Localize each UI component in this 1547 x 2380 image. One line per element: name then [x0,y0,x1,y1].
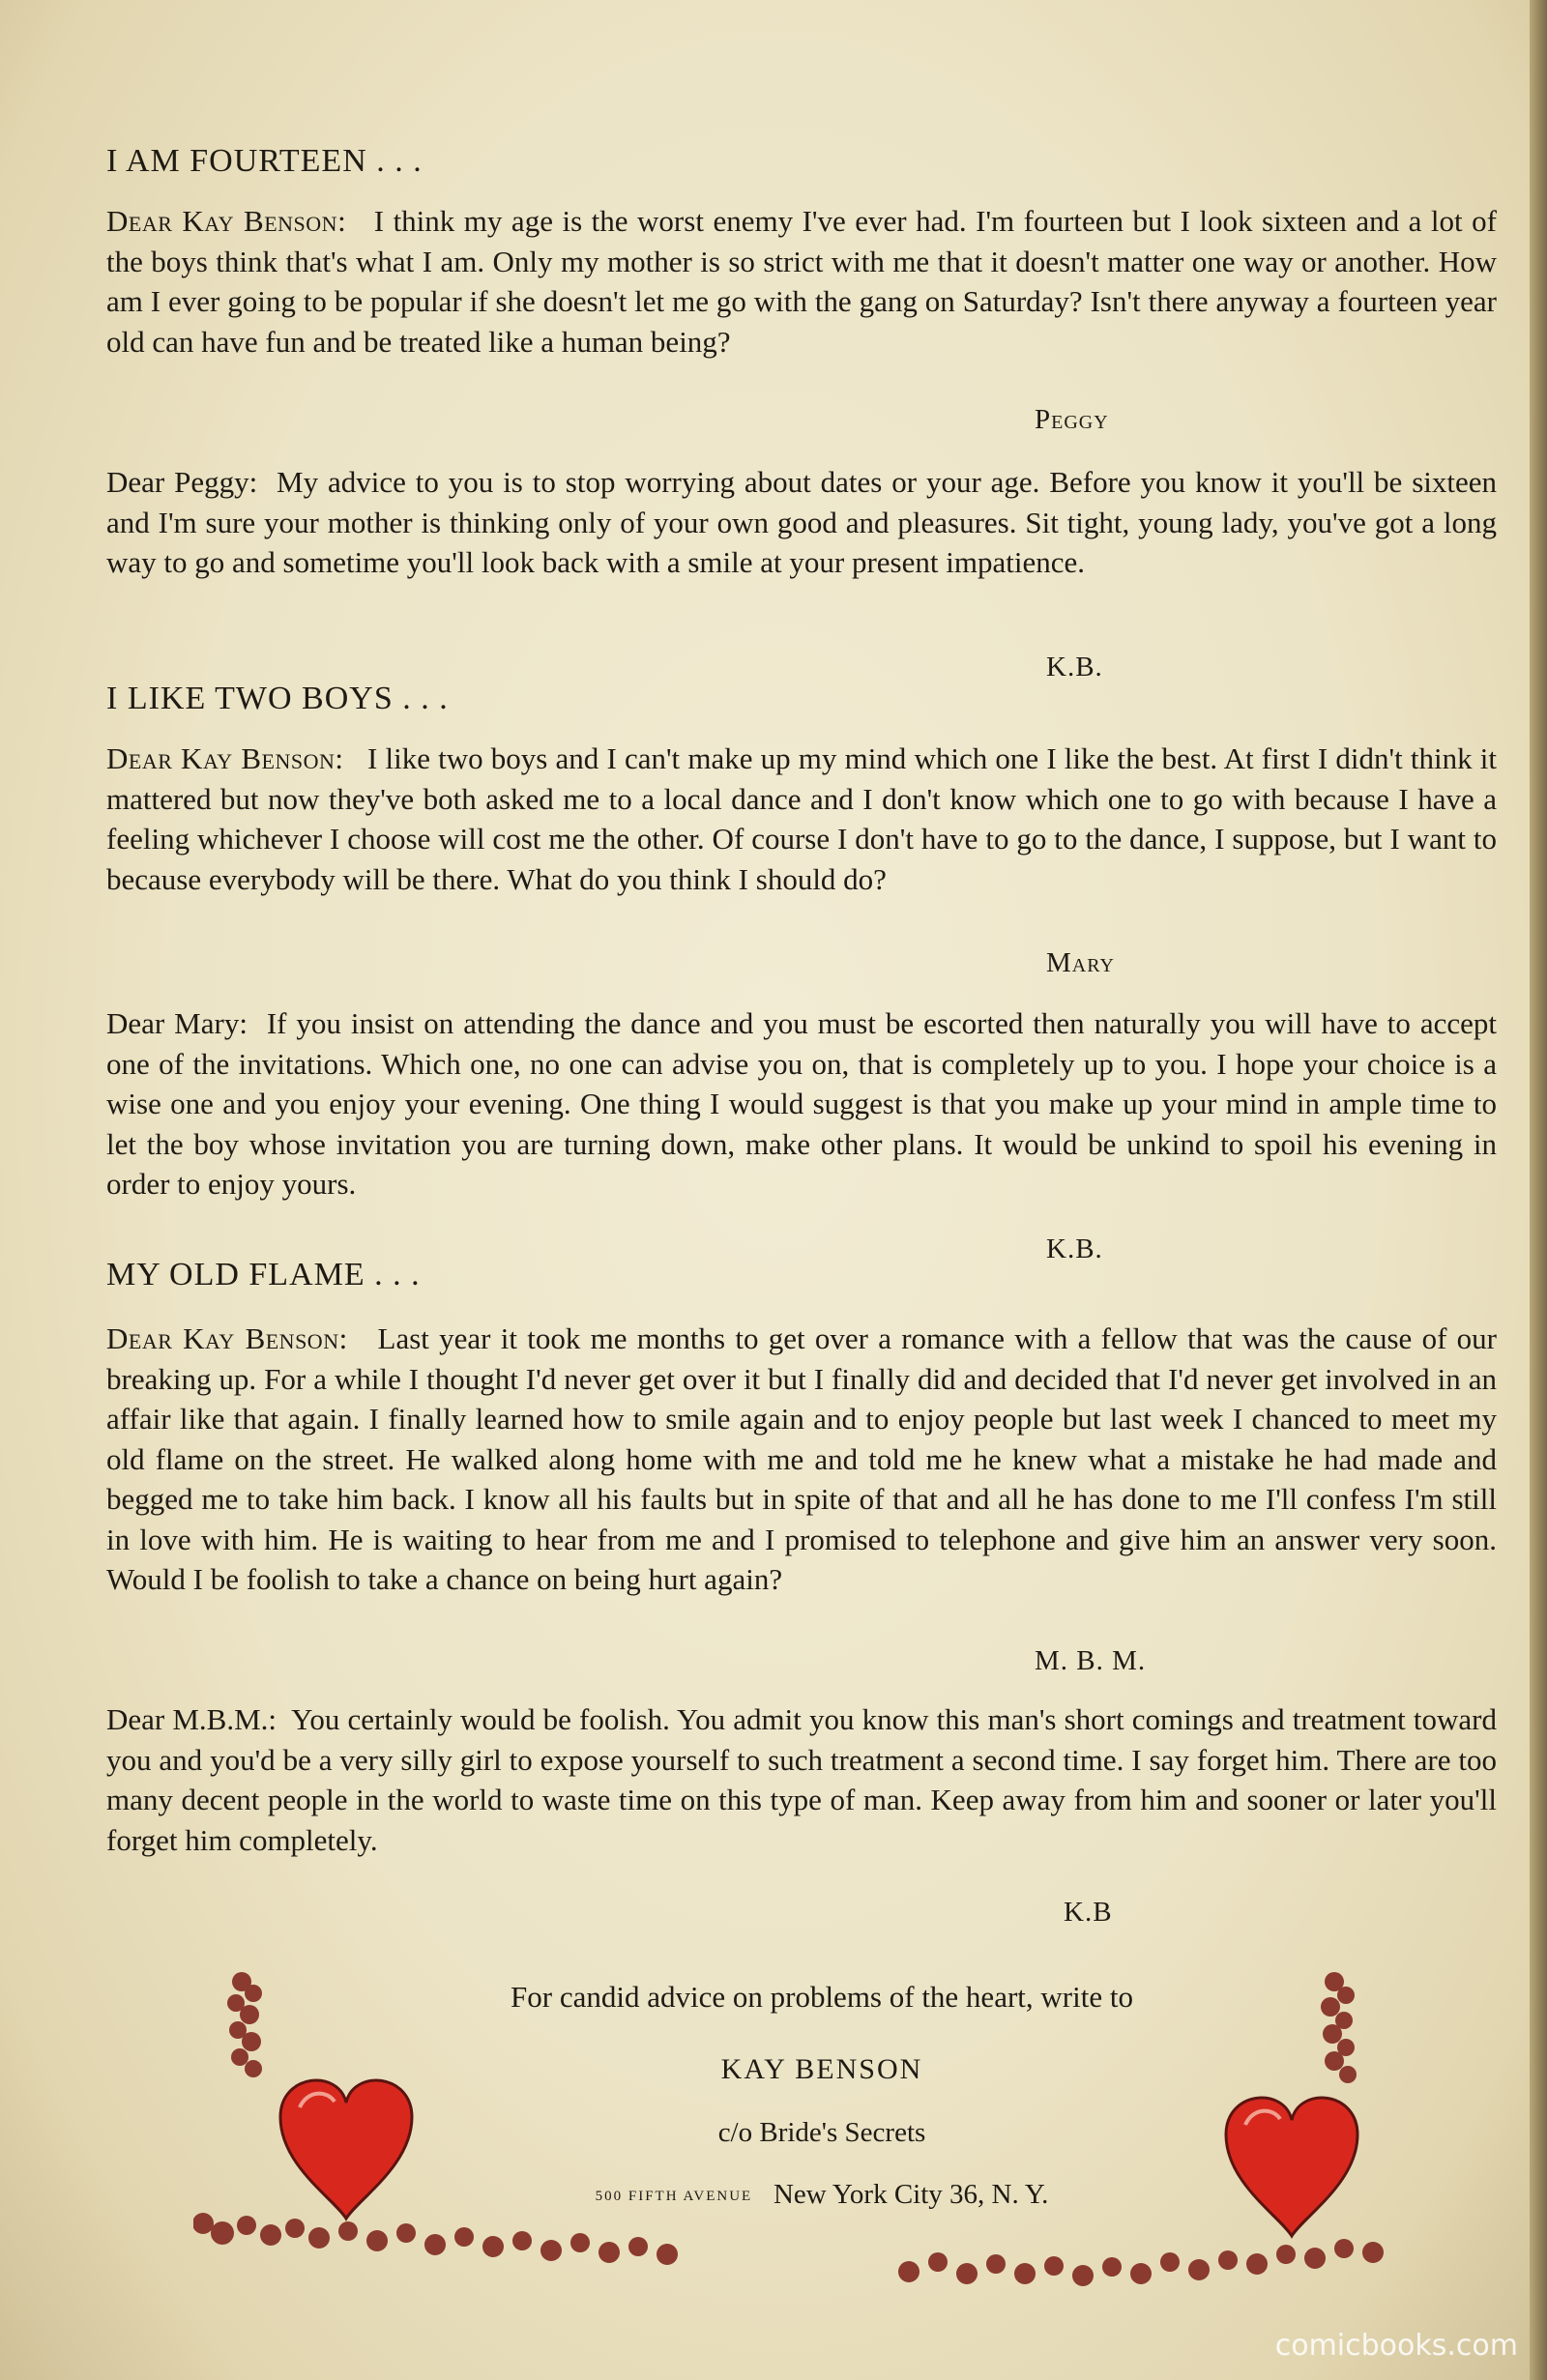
right-heart-roses-decoration [890,1972,1412,2291]
letter-body: Last year it took me months to get over a romance with a fellow that was the cause of our breaking up. For a while I thought I'd never get over it but I finally did and decided that I'd never get involved in an affair like that again. I finally learned how to smile again and to enjoy people but last week I chanced to meet my old flame on the street. He walked along home with me and told me he knew what a mistake he had made and begged me to take him back. I know all his faults but in spite of that and all he has done to me I'll confess I'm still in love with him. He is waiting to hear from me and I promised to telephone and give him an answer very soon. Would I be foolish to take a chance on being hurt again? [106,1321,1497,1596]
reply-salutation: Dear M.B.M.: [106,1702,277,1736]
letter-two-boys [106,739,1497,899]
reply-salutation: Dear Mary: [106,1006,248,1040]
letter-old-flame [106,1319,1497,1600]
reply-signature-kb: K.B. [1046,652,1103,682]
footer-intro: For candid advice on problems of the heart, write to [511,1980,1133,2014]
letter-body: I like two boys and I can't make up my mind which one I like the best. At first I didn't think it mattered but now they've both asked me to a local dance and I don't know which one to go with because I have a feeling whichever I choose will cost me the other. Of course I don't have to go to the dance, I suppose, but I want to because everybody will be there. What do you think I should do? [106,741,1497,896]
reply-old-flame [106,1699,1497,1860]
letter-fourteen [106,201,1497,362]
footer-street: 500 FIFTH AVENUE [595,2188,753,2204]
section-heading-fourteen: I AM FOURTEEN . . . [106,143,423,179]
left-heart-roses-decoration [193,1972,715,2291]
reply-salutation: Dear Peggy: [106,465,258,499]
section-heading-two-boys: I LIKE TWO BOYS . . . [106,681,449,716]
reply-fourteen [106,462,1497,583]
letter-signature-mbm: M. B. M. [1035,1645,1147,1676]
letter-signature-mary: Mary [1046,947,1115,978]
footer-care-of: c/o Bride's Secrets [717,2117,926,2148]
watermark-text: comicbooks.com [1274,2329,1518,2363]
reply-body: If you insist on attending the dance and you must be escorted then naturally you will have to accept one of the invitations. Which one, no one can advise you on, that is completely up to you. I hope your choice is a wise one and you enjoy your evening. One thing I would suggest is that you make up your mind in ample time to let the boy whose invitation you are turning down, make other plans. It would be unkind to spoil his evening in order to enjoy yours. [106,1006,1498,1201]
reply-two-boys [106,1003,1497,1205]
page-edge [1530,0,1547,2380]
letter-salutation: Dear Kay Benson: [106,1321,348,1355]
letter-salutation: Dear Kay Benson: [106,741,344,775]
footer-name: KAY BENSON [720,2053,923,2085]
reply-body: You certainly would be foolish. You admit you know this man's short comings and treatment toward you and you'd be a very silly girl to expose yourself to such treatment a second time. I say forget him. There are too many decent people in the world to waste time on this type of man. Keep away from him and sooner or later you'll forget him completely. [106,1702,1497,1857]
section-heading-old-flame: MY OLD FLAME . . . [106,1257,421,1292]
letter-salutation: Dear Kay Benson: [106,204,347,238]
reply-signature-kb: K.B [1064,1897,1113,1928]
reply-signature-kb: K.B. [1046,1234,1103,1264]
letter-signature-peggy: Peggy [1035,404,1109,435]
letter-body: I think my age is the worst enemy I've ever had. I'm fourteen but I look sixteen and a lot of the boys think that's what I am. Only my mother is so strict with me that it doesn't matter one way or another. How am I ever going to be popular if she doesn't let me go with the gang on Saturday? Isn't there anyway a fourteen year old can have fun and be treated like a human being? [106,204,1497,359]
reply-body: My advice to you is to stop worrying about dates or your age. Before you know it you'll be sixteen and I'm sure your mother is thinking only of your own good and pleasures. Sit tight, young lady, you've got a long way to go and sometime you'll look back with a smile at your present impatience. [106,465,1498,579]
footer-city: New York City 36, N. Y. [773,2179,1049,2210]
